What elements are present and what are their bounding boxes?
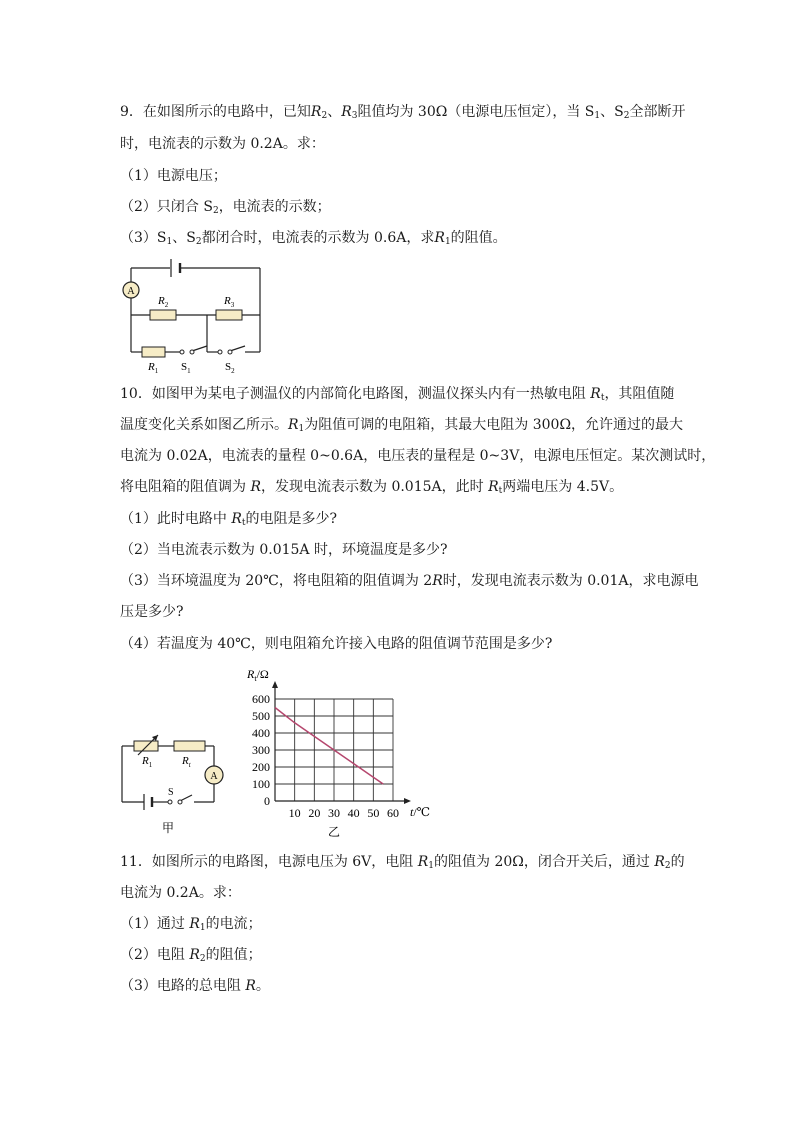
- q10-item-1: （1）此时电路中 $R_t$的电阻是多少?: [120, 511, 338, 528]
- x-tick-label: 50: [367, 806, 380, 820]
- q10-item-3: （3）当环境温度为 20℃，将电阻箱的阻值调为 2R时，发现电流表示数为 0.01A，求电源电: [120, 573, 699, 589]
- q11-item-1: （1）通过 $R_1$的电流；: [120, 916, 262, 933]
- x-tick-label: 40: [347, 806, 360, 820]
- x-tick-label: 60: [387, 806, 399, 820]
- x-axis-label: t/℃: [410, 805, 431, 819]
- q11-line-2: 电流为 0.2A。求：: [120, 885, 241, 901]
- chart-axes: [272, 681, 411, 804]
- s2-label: $S_2$: [225, 361, 235, 374]
- thermistor-rt: [174, 741, 205, 751]
- y-axis-label: $R_t/\Omega$: [247, 667, 269, 683]
- x-tick-label: 30: [328, 806, 340, 820]
- x-axis-arrow-icon: [404, 798, 411, 804]
- resistor-r3: [216, 310, 242, 320]
- figure-yi-caption: 乙: [327, 825, 341, 839]
- q10-item-2: （2）当电流表示数为 0.015A 时，环境温度是多少?: [120, 542, 448, 558]
- y-tick-label: 100: [252, 777, 270, 791]
- q9-item-3: $(3)S_1$、$S_2$都闭合时，电流表的示数为 0.6A，求$R_1$的阻值。: [120, 230, 507, 247]
- x-tick-label: 20: [308, 806, 321, 820]
- q9-line-2: 时，电流表的示数为 0.2A。求：: [120, 136, 325, 152]
- switch-label: S: [168, 787, 174, 798]
- s1-label: $S_1$: [181, 361, 191, 374]
- q10-circuit-diagram-jia: [112, 722, 230, 840]
- q10-item-3-continued: 压是多少?: [120, 604, 184, 620]
- r3-label: $R_3$: [224, 295, 235, 309]
- y-tick-label: 500: [252, 709, 270, 723]
- y-axis-arrow-icon: [272, 681, 278, 688]
- y-tick-label: 200: [252, 760, 270, 774]
- ammeter-label: A: [127, 286, 135, 297]
- resistor-r2: [150, 310, 176, 320]
- y-tick-label: 300: [252, 743, 270, 757]
- thermistor-resistance-chart: [236, 658, 446, 840]
- switch-icon: [168, 800, 172, 804]
- q10-line-2: 温度变化关系如图乙所示。$R_1$为阻值可调的电阻箱，其最大电阻为 300Ω，允许通过的最大: [120, 417, 684, 434]
- resistor-r1: [142, 347, 165, 357]
- q9-item-1: （1）电源电压；: [120, 168, 227, 184]
- rt-label: $R_t$: [182, 755, 191, 769]
- r2-label: $R_2$: [158, 295, 169, 309]
- switch-s2-icon: [218, 350, 222, 354]
- q10-line-3: 电流为 0.02A，电流表的量程 0~0.6A，电压表的量程是 0~3V，电源电压恒定。某次测试时，: [120, 448, 716, 464]
- x-tick-label: 10: [288, 806, 301, 820]
- q9-line-1: 9．在如图所示的电路中，已知$R_2$、$R_3$阻值均为 30Ω（电源电压恒定），当 $S_1$、$S_2$全部断开: [120, 104, 686, 121]
- q11-item-2: （2）电阻 $R_2$的阻值；: [120, 947, 262, 964]
- figure-jia-caption: 甲: [161, 821, 175, 835]
- y-tick-label: 400: [252, 726, 270, 740]
- q10-item-4: （4）若温度为 40℃，则电阻箱允许接入电路的阻值调节范围是多少?: [120, 636, 553, 652]
- q10-line-1: 10．如图甲为某电子测温仪的内部简化电路图，测温仪探头内有一热敏电阻 $R_t$，其阻值随: [120, 386, 675, 403]
- y-tick-label: 600: [252, 692, 270, 706]
- q9-item-2: （2）只闭合 $S_2$，电流表的示数；: [120, 199, 331, 216]
- q11-item-3: （3）电路的总电阻 R。: [120, 978, 270, 994]
- switch-s1-icon: [180, 350, 184, 354]
- ammeter-label: A: [210, 771, 218, 782]
- data-series-line: [275, 708, 383, 785]
- q10-line-4: 将电阻箱的阻值调为 R，发现电流表示数为 0.015A，此时 $R_t$两端电压为 4.5V。: [120, 479, 624, 496]
- r1-label: $R_1$: [142, 755, 153, 769]
- q9-circuit-diagram: [110, 252, 270, 374]
- q11-line-1: 11．如图所示的电路图，电源电压为 6V，电阻 $R_1$的阻值为 20Ω，闭合开关后，通过 $R_2$的: [120, 854, 685, 871]
- y-tick-label: 0: [264, 794, 270, 808]
- r1-label: $R_1$: [148, 361, 159, 374]
- resistor-box-r1: [134, 741, 158, 751]
